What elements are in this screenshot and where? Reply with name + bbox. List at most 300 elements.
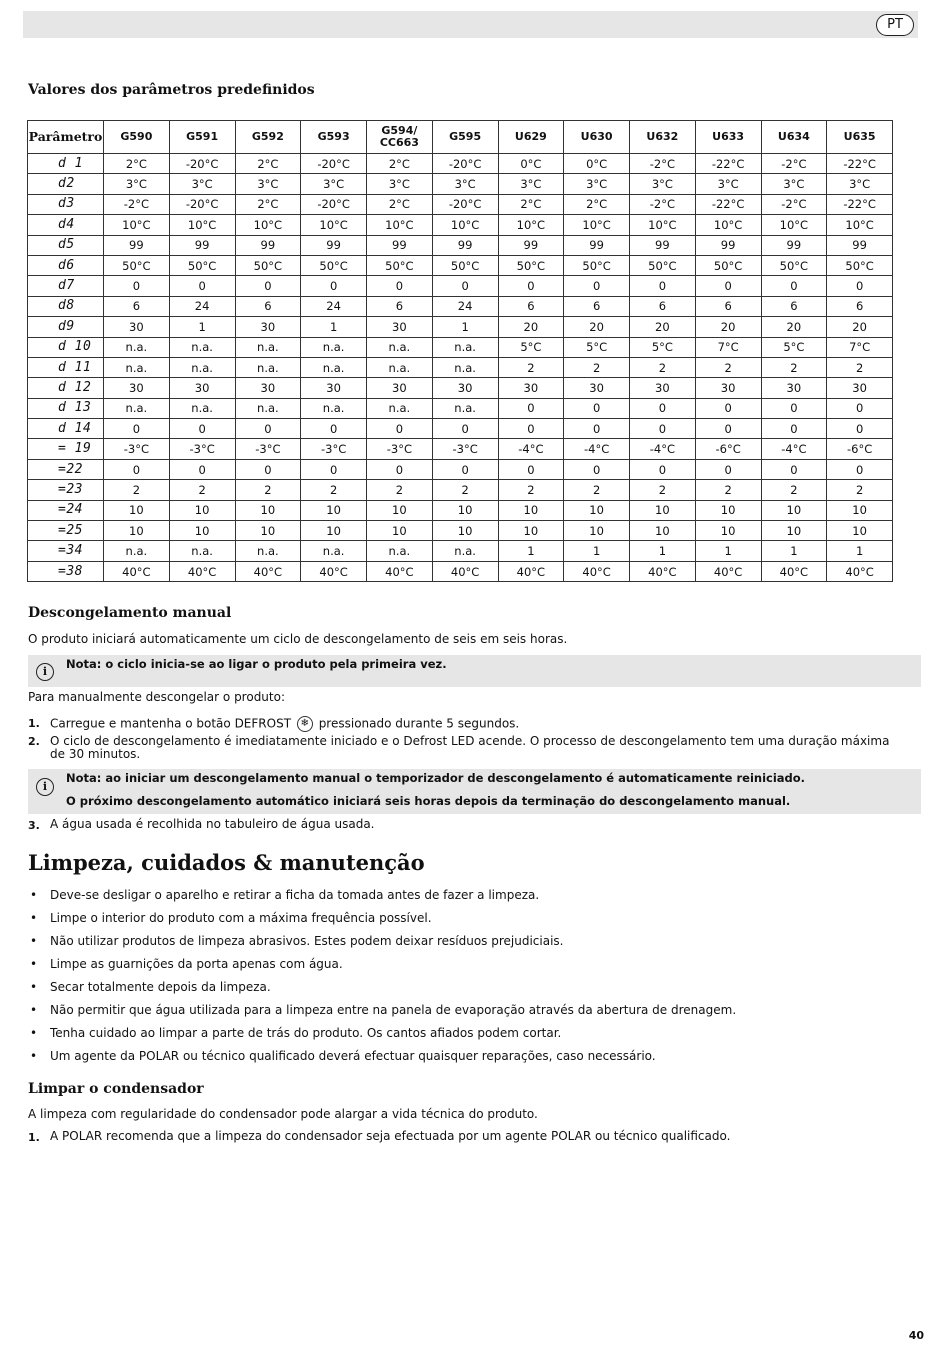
page-number: 40 bbox=[908, 1329, 924, 1342]
header-bar bbox=[23, 11, 918, 38]
parameter-value: 0 bbox=[564, 419, 630, 439]
parameter-code: d5 bbox=[28, 235, 104, 255]
parameter-value: 30 bbox=[827, 378, 893, 398]
column-header-model: G591 bbox=[169, 121, 235, 154]
parameter-value: 5°C bbox=[761, 337, 827, 357]
condenser-title: Limpar o condensador bbox=[28, 1081, 204, 1097]
parameter-value: 10°C bbox=[695, 215, 761, 235]
parameter-value: 0 bbox=[367, 276, 433, 296]
parameter-value: 2 bbox=[695, 357, 761, 377]
parameter-value: 10 bbox=[367, 500, 433, 520]
parameter-value: 0 bbox=[695, 398, 761, 418]
column-header-model: G594/ CC663 bbox=[367, 121, 433, 154]
condenser-step-1: A POLAR recomenda que a limpeza do condensador seja efectuada por um agente POLAR ou técnico qualificado. bbox=[50, 1129, 731, 1143]
parameter-value: n.a. bbox=[367, 357, 433, 377]
parameter-code: d 14 bbox=[28, 419, 104, 439]
parameter-value: 2°C bbox=[235, 154, 301, 174]
parameter-code: d 1 bbox=[28, 154, 104, 174]
parameter-value: 30 bbox=[301, 378, 367, 398]
params-table bbox=[27, 120, 893, 582]
parameter-code: =24 bbox=[28, 500, 104, 520]
parameter-value: 99 bbox=[761, 235, 827, 255]
parameter-value: -20°C bbox=[301, 194, 367, 214]
column-header-model: U634 bbox=[761, 121, 827, 154]
parameter-value: 3°C bbox=[367, 174, 433, 194]
parameter-value: 99 bbox=[498, 235, 564, 255]
table-row bbox=[28, 174, 893, 194]
parameter-value: 10 bbox=[169, 500, 235, 520]
parameter-value: 40°C bbox=[367, 561, 433, 581]
table-row bbox=[28, 439, 893, 459]
table-row bbox=[28, 255, 893, 275]
parameter-value: 20 bbox=[630, 317, 696, 337]
parameter-value: -4°C bbox=[498, 439, 564, 459]
parameter-code: d 13 bbox=[28, 398, 104, 418]
parameter-value: 50°C bbox=[235, 255, 301, 275]
parameter-value: n.a. bbox=[367, 541, 433, 561]
parameter-value: -3°C bbox=[104, 439, 170, 459]
parameter-value: 0 bbox=[432, 419, 498, 439]
parameter-value: 10°C bbox=[827, 215, 893, 235]
parameter-value: 10 bbox=[104, 521, 170, 541]
table-row bbox=[28, 459, 893, 479]
parameter-value: 10°C bbox=[564, 215, 630, 235]
parameter-value: n.a. bbox=[432, 541, 498, 561]
table-row bbox=[28, 378, 893, 398]
parameter-value: n.a. bbox=[235, 337, 301, 357]
parameter-value: 40°C bbox=[169, 561, 235, 581]
parameter-value: 6 bbox=[827, 296, 893, 316]
parameter-value: n.a. bbox=[235, 357, 301, 377]
bullet-marker: • bbox=[30, 1003, 38, 1017]
column-header-parameter: Parâmetro bbox=[28, 121, 104, 154]
parameter-value: 0 bbox=[367, 459, 433, 479]
parameter-value: 30 bbox=[498, 378, 564, 398]
bullet-marker: • bbox=[30, 888, 38, 902]
column-header-model: G595 bbox=[432, 121, 498, 154]
parameter-value: n.a. bbox=[432, 337, 498, 357]
table-header-row bbox=[28, 121, 893, 154]
parameter-code: d 11 bbox=[28, 357, 104, 377]
parameter-value: 2 bbox=[630, 480, 696, 500]
parameter-value: 0 bbox=[695, 459, 761, 479]
step-number: 3. bbox=[28, 819, 40, 832]
parameter-value: 10 bbox=[761, 521, 827, 541]
parameter-value: 30 bbox=[367, 378, 433, 398]
parameter-value: 0 bbox=[630, 419, 696, 439]
bullet-marker: • bbox=[30, 934, 38, 948]
parameter-value: 40°C bbox=[498, 561, 564, 581]
parameter-value: 2°C bbox=[564, 194, 630, 214]
defrost-intro: O produto iniciará automaticamente um ciclo de descongelamento de seis em seis horas. bbox=[28, 632, 568, 646]
parameter-value: 1 bbox=[695, 541, 761, 561]
parameter-value: 10°C bbox=[761, 215, 827, 235]
parameter-value: -20°C bbox=[301, 154, 367, 174]
parameter-value: 0 bbox=[564, 398, 630, 418]
parameter-value: -22°C bbox=[695, 154, 761, 174]
table-row bbox=[28, 235, 893, 255]
parameter-value: 50°C bbox=[827, 255, 893, 275]
column-header-model: U633 bbox=[695, 121, 761, 154]
parameter-value: -2°C bbox=[630, 154, 696, 174]
parameter-value: 0 bbox=[235, 419, 301, 439]
parameter-value: -4°C bbox=[761, 439, 827, 459]
parameter-value: 1 bbox=[301, 317, 367, 337]
parameter-value: 1 bbox=[564, 541, 630, 561]
parameter-value: n.a. bbox=[301, 398, 367, 418]
parameter-value: 2 bbox=[827, 480, 893, 500]
parameter-value: 10°C bbox=[432, 215, 498, 235]
table-row bbox=[28, 480, 893, 500]
column-header-model: G592 bbox=[235, 121, 301, 154]
parameter-value: 10 bbox=[695, 521, 761, 541]
parameter-value: 0 bbox=[695, 276, 761, 296]
parameter-value: n.a. bbox=[235, 398, 301, 418]
table-row bbox=[28, 561, 893, 581]
parameter-value: -3°C bbox=[432, 439, 498, 459]
parameter-value: 0 bbox=[301, 419, 367, 439]
parameter-value: 0 bbox=[761, 276, 827, 296]
parameter-value: 2°C bbox=[235, 194, 301, 214]
parameter-value: -3°C bbox=[169, 439, 235, 459]
parameter-value: 2 bbox=[630, 357, 696, 377]
parameter-value: -20°C bbox=[432, 194, 498, 214]
note-box-1 bbox=[28, 655, 921, 687]
table-row bbox=[28, 521, 893, 541]
table-row bbox=[28, 357, 893, 377]
parameter-value: 10 bbox=[301, 521, 367, 541]
parameter-value: 0 bbox=[301, 459, 367, 479]
parameter-value: n.a. bbox=[104, 337, 170, 357]
step-number: 2. bbox=[28, 735, 40, 748]
column-header-model: U632 bbox=[630, 121, 696, 154]
parameter-value: n.a. bbox=[301, 337, 367, 357]
parameter-value: -20°C bbox=[432, 154, 498, 174]
parameter-value: 2 bbox=[169, 480, 235, 500]
bullet-marker: • bbox=[30, 1049, 38, 1063]
info-icon: i bbox=[36, 778, 54, 796]
language-badge: PT bbox=[876, 14, 914, 36]
parameter-value: 3°C bbox=[761, 174, 827, 194]
parameter-value: 2 bbox=[564, 357, 630, 377]
parameter-value: 10 bbox=[630, 500, 696, 520]
parameter-value: 1 bbox=[432, 317, 498, 337]
parameter-value: -20°C bbox=[169, 154, 235, 174]
note-text-line-1: Nota: ao iniciar um descongelamento manual o temporizador de descongelamento é automaticamente reiniciado. bbox=[66, 771, 806, 785]
parameter-value: -20°C bbox=[169, 194, 235, 214]
parameter-value: 0 bbox=[498, 419, 564, 439]
parameter-value: 99 bbox=[827, 235, 893, 255]
cleaning-item: Limpe o interior do produto com a máxima frequência possível. bbox=[50, 911, 432, 925]
parameter-value: 0 bbox=[827, 398, 893, 418]
cleaning-item: Um agente da POLAR ou técnico qualificado deverá efectuar quaisquer reparações, caso necessário. bbox=[50, 1049, 656, 1063]
parameter-value: 2°C bbox=[104, 154, 170, 174]
parameter-value: 10 bbox=[630, 521, 696, 541]
parameter-value: 10 bbox=[235, 500, 301, 520]
parameter-value: 3°C bbox=[301, 174, 367, 194]
parameter-value: 30 bbox=[367, 317, 433, 337]
parameter-value: 10 bbox=[301, 500, 367, 520]
parameter-code: =34 bbox=[28, 541, 104, 561]
parameter-value: 0 bbox=[104, 276, 170, 296]
parameter-code: = 19 bbox=[28, 439, 104, 459]
parameter-value: n.a. bbox=[301, 357, 367, 377]
parameter-value: 0 bbox=[630, 398, 696, 418]
parameter-value: -4°C bbox=[564, 439, 630, 459]
column-header-model: U630 bbox=[564, 121, 630, 154]
parameter-value: -2°C bbox=[104, 194, 170, 214]
column-header-model: G590 bbox=[104, 121, 170, 154]
parameter-value: 2 bbox=[235, 480, 301, 500]
parameter-value: 0 bbox=[169, 419, 235, 439]
parameter-value: n.a. bbox=[367, 398, 433, 418]
parameter-value: 40°C bbox=[827, 561, 893, 581]
parameter-value: 1 bbox=[630, 541, 696, 561]
parameter-value: 99 bbox=[301, 235, 367, 255]
parameter-value: 10 bbox=[827, 500, 893, 520]
parameter-value: 1 bbox=[498, 541, 564, 561]
parameter-value: 0 bbox=[367, 419, 433, 439]
parameter-value: 2 bbox=[301, 480, 367, 500]
parameter-value: 2 bbox=[827, 357, 893, 377]
parameter-value: 0 bbox=[432, 459, 498, 479]
parameter-value: 10 bbox=[432, 521, 498, 541]
parameter-value: 10 bbox=[564, 521, 630, 541]
parameter-value: 6 bbox=[761, 296, 827, 316]
parameter-value: 40°C bbox=[630, 561, 696, 581]
parameter-value: 30 bbox=[761, 378, 827, 398]
parameter-value: -22°C bbox=[827, 194, 893, 214]
step-2: O ciclo de descongelamento é imediatamente iniciado e o Defrost LED acende. O processo de descongelamento tem uma duração máxima de 30 minutos. bbox=[50, 734, 890, 761]
table-row bbox=[28, 541, 893, 561]
parameter-value: 10 bbox=[169, 521, 235, 541]
parameter-value: 99 bbox=[235, 235, 301, 255]
parameter-value: -22°C bbox=[695, 194, 761, 214]
parameter-value: 0°C bbox=[498, 154, 564, 174]
parameter-value: 6 bbox=[695, 296, 761, 316]
info-icon: i bbox=[36, 663, 54, 681]
parameter-value: 40°C bbox=[564, 561, 630, 581]
table-row bbox=[28, 337, 893, 357]
parameter-value: 50°C bbox=[630, 255, 696, 275]
parameter-value: 3°C bbox=[827, 174, 893, 194]
parameter-value: 50°C bbox=[367, 255, 433, 275]
parameter-value: 20 bbox=[695, 317, 761, 337]
cleaning-item: Tenha cuidado ao limpar a parte de trás do produto. Os cantos afiados podem cortar. bbox=[50, 1026, 562, 1040]
table-row bbox=[28, 398, 893, 418]
parameter-value: -2°C bbox=[761, 154, 827, 174]
parameter-value: -3°C bbox=[235, 439, 301, 459]
parameter-value: 10 bbox=[564, 500, 630, 520]
cleaning-item: Não utilizar produtos de limpeza abrasivos. Estes podem deixar resíduos prejudiciais. bbox=[50, 934, 564, 948]
table-row bbox=[28, 296, 893, 316]
parameter-value: n.a. bbox=[301, 541, 367, 561]
parameter-value: 50°C bbox=[104, 255, 170, 275]
parameter-value: 2 bbox=[498, 357, 564, 377]
parameter-value: 40°C bbox=[432, 561, 498, 581]
parameter-value: 0 bbox=[695, 419, 761, 439]
note-text: Nota: o ciclo inicia-se ao ligar o produto pela primeira vez. bbox=[66, 657, 447, 671]
parameter-value: 0 bbox=[761, 398, 827, 418]
parameter-value: 40°C bbox=[695, 561, 761, 581]
table-row bbox=[28, 419, 893, 439]
defrost-title: Descongelamento manual bbox=[28, 605, 232, 621]
parameter-value: 0 bbox=[498, 276, 564, 296]
bullet-marker: • bbox=[30, 1026, 38, 1040]
parameter-value: 3°C bbox=[630, 174, 696, 194]
parameter-value: 1 bbox=[761, 541, 827, 561]
parameter-value: 10 bbox=[827, 521, 893, 541]
parameter-value: 0 bbox=[235, 459, 301, 479]
parameter-value: 2 bbox=[432, 480, 498, 500]
bullet-marker: • bbox=[30, 957, 38, 971]
parameter-value: 50°C bbox=[169, 255, 235, 275]
table-row bbox=[28, 194, 893, 214]
parameter-value: n.a. bbox=[104, 357, 170, 377]
table-row bbox=[28, 154, 893, 174]
parameter-value: 0 bbox=[169, 276, 235, 296]
parameter-value: 0 bbox=[432, 276, 498, 296]
parameter-value: 5°C bbox=[498, 337, 564, 357]
parameter-value: -3°C bbox=[367, 439, 433, 459]
parameter-code: d4 bbox=[28, 215, 104, 235]
parameter-value: 10°C bbox=[104, 215, 170, 235]
parameter-value: 3°C bbox=[432, 174, 498, 194]
parameter-value: 30 bbox=[695, 378, 761, 398]
condenser-intro: A limpeza com regularidade do condensador pode alargar a vida técnica do produto. bbox=[28, 1107, 538, 1121]
parameter-value: 2 bbox=[104, 480, 170, 500]
step-1-text-before: Carregue e mantenha o botão DEFROST bbox=[50, 716, 292, 731]
parameter-value: 10 bbox=[695, 500, 761, 520]
parameter-code: d6 bbox=[28, 255, 104, 275]
parameter-value: 2°C bbox=[498, 194, 564, 214]
parameter-value: 24 bbox=[301, 296, 367, 316]
defrost-button-icon: ❄ bbox=[297, 716, 313, 732]
parameter-value: 0 bbox=[104, 459, 170, 479]
parameter-value: n.a. bbox=[235, 541, 301, 561]
step-1-text-after: pressionado durante 5 segundos. bbox=[318, 716, 520, 731]
parameter-code: =25 bbox=[28, 521, 104, 541]
parameter-value: 0 bbox=[104, 419, 170, 439]
parameter-value: 3°C bbox=[695, 174, 761, 194]
parameter-value: 20 bbox=[827, 317, 893, 337]
table-row bbox=[28, 500, 893, 520]
params-title: Valores dos parâmetros predefinidos bbox=[28, 82, 315, 98]
bullet-marker: • bbox=[30, 911, 38, 925]
parameter-value: 6 bbox=[367, 296, 433, 316]
parameter-value: 0 bbox=[761, 459, 827, 479]
parameter-value: 2 bbox=[761, 480, 827, 500]
parameter-value: 7°C bbox=[827, 337, 893, 357]
parameter-value: n.a. bbox=[432, 398, 498, 418]
parameter-value: 30 bbox=[564, 378, 630, 398]
parameter-value: 99 bbox=[367, 235, 433, 255]
parameter-value: 7°C bbox=[695, 337, 761, 357]
parameter-value: 1 bbox=[827, 541, 893, 561]
parameter-value: 0 bbox=[564, 459, 630, 479]
parameter-code: =38 bbox=[28, 561, 104, 581]
parameter-value: 0 bbox=[498, 459, 564, 479]
parameter-value: n.a. bbox=[432, 357, 498, 377]
parameter-value: 0°C bbox=[564, 154, 630, 174]
parameter-value: 50°C bbox=[498, 255, 564, 275]
parameter-value: 40°C bbox=[301, 561, 367, 581]
parameter-value: 6 bbox=[564, 296, 630, 316]
parameter-value: 50°C bbox=[301, 255, 367, 275]
parameter-value: 3°C bbox=[169, 174, 235, 194]
parameter-value: 20 bbox=[761, 317, 827, 337]
note-box-2 bbox=[28, 769, 921, 814]
parameter-value: 30 bbox=[630, 378, 696, 398]
parameter-value: 3°C bbox=[498, 174, 564, 194]
parameter-value: 10°C bbox=[169, 215, 235, 235]
column-header-model: U629 bbox=[498, 121, 564, 154]
parameter-value: 10 bbox=[235, 521, 301, 541]
parameter-value: 24 bbox=[169, 296, 235, 316]
parameter-code: d9 bbox=[28, 317, 104, 337]
parameter-code: =23 bbox=[28, 480, 104, 500]
parameter-value: 2°C bbox=[367, 154, 433, 174]
parameter-value: 99 bbox=[169, 235, 235, 255]
parameter-value: 6 bbox=[498, 296, 564, 316]
parameter-code: d8 bbox=[28, 296, 104, 316]
parameter-value: n.a. bbox=[169, 541, 235, 561]
parameter-value: 0 bbox=[827, 419, 893, 439]
parameter-value: -4°C bbox=[630, 439, 696, 459]
parameter-value: -3°C bbox=[301, 439, 367, 459]
parameter-value: 6 bbox=[235, 296, 301, 316]
table-row bbox=[28, 215, 893, 235]
parameter-value: -6°C bbox=[695, 439, 761, 459]
parameter-value: 10 bbox=[498, 500, 564, 520]
step-number: 1. bbox=[28, 1131, 40, 1144]
parameter-value: 5°C bbox=[564, 337, 630, 357]
step-1 bbox=[50, 716, 900, 732]
step-number: 1. bbox=[28, 717, 40, 730]
parameter-value: 2 bbox=[564, 480, 630, 500]
parameter-value: 50°C bbox=[695, 255, 761, 275]
parameter-value: 1 bbox=[169, 317, 235, 337]
parameter-code: d3 bbox=[28, 194, 104, 214]
parameter-value: 30 bbox=[235, 317, 301, 337]
cleaning-item: Limpe as guarnições da porta apenas com água. bbox=[50, 957, 343, 971]
parameter-code: d2 bbox=[28, 174, 104, 194]
parameter-value: 99 bbox=[104, 235, 170, 255]
parameter-value: 40°C bbox=[761, 561, 827, 581]
table-row bbox=[28, 276, 893, 296]
parameter-value: 40°C bbox=[104, 561, 170, 581]
parameter-value: 99 bbox=[630, 235, 696, 255]
parameter-value: 40°C bbox=[235, 561, 301, 581]
column-header-model: U635 bbox=[827, 121, 893, 154]
parameter-value: 0 bbox=[761, 419, 827, 439]
parameter-value: 10 bbox=[104, 500, 170, 520]
table-body bbox=[28, 154, 893, 582]
parameter-value: 50°C bbox=[564, 255, 630, 275]
parameter-value: 10 bbox=[367, 521, 433, 541]
parameter-value: 10°C bbox=[367, 215, 433, 235]
step-3: A água usada é recolhida no tabuleiro de água usada. bbox=[50, 817, 375, 831]
parameter-value: -22°C bbox=[827, 154, 893, 174]
parameter-value: 20 bbox=[564, 317, 630, 337]
parameter-value: 2 bbox=[761, 357, 827, 377]
parameter-value: 30 bbox=[104, 378, 170, 398]
parameter-value: 2°C bbox=[367, 194, 433, 214]
parameter-value: 99 bbox=[695, 235, 761, 255]
parameter-value: 10°C bbox=[235, 215, 301, 235]
column-header-model: G593 bbox=[301, 121, 367, 154]
parameter-value: 3°C bbox=[564, 174, 630, 194]
